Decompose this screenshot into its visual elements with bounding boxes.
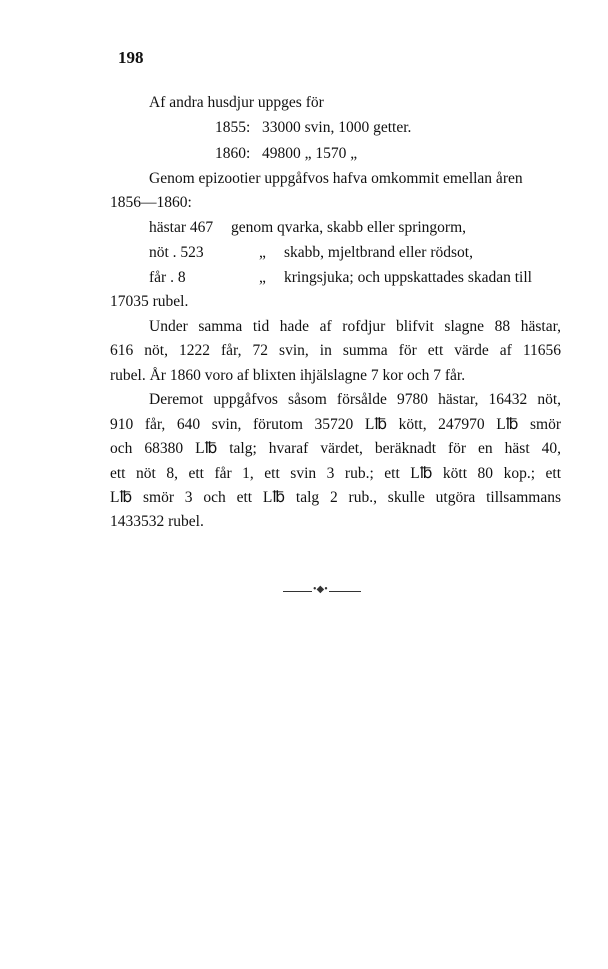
text-line: 1856—1860: bbox=[110, 194, 192, 211]
text-line: får . 8 bbox=[149, 269, 186, 286]
text-line: 1855: bbox=[215, 119, 251, 136]
text-line: 17035 rubel. bbox=[110, 293, 189, 310]
text-line: skabb, mjeltbrand eller rödsot, bbox=[284, 244, 473, 261]
page-number: 198 bbox=[118, 48, 144, 67]
text-line: Genom epizootier uppgåfvos hafva omkommit emellan åren bbox=[149, 170, 523, 187]
text-line: ett nöt 8, ett får 1, ett svin 3 rub.; ett L℔ kött 80 kop.; ett bbox=[110, 465, 561, 482]
text-line: 1433532 rubel. bbox=[110, 513, 204, 530]
text-line: L℔ smör 3 och ett L℔ talg 2 rub., skulle utgöra tillsammans bbox=[110, 489, 561, 506]
text-line: Af andra husdjur uppges för bbox=[149, 94, 324, 111]
text-line: och 68380 L℔ talg; hvaraf värdet, beräknadt för en häst 40, bbox=[110, 440, 561, 457]
text-line: genom qvarka, skabb eller springorm, bbox=[231, 219, 467, 236]
ditto-mark: „ bbox=[259, 244, 266, 261]
divider-ornament: •◆• bbox=[313, 584, 328, 595]
text-line: Deremot uppgåfvos såsom försålde 9780 hästar, 16432 nöt, bbox=[149, 391, 561, 408]
text-line: kringsjuka; och uppskattades skadan till bbox=[284, 269, 532, 286]
text-line: 1860: bbox=[215, 145, 251, 162]
text-line: 616 nöt, 1222 får, 72 svin, in summa för ett värde af 11656 bbox=[110, 342, 561, 359]
text-line: hästar 467 bbox=[149, 219, 214, 236]
ditto-mark: „ bbox=[259, 269, 266, 286]
text-line: Under samma tid hade af rofdjur blifvit slagne 88 hästar, bbox=[149, 318, 561, 335]
text-line: nöt . 523 bbox=[149, 244, 204, 261]
text-line: rubel. År 1860 voro af blixten ihjälslagne 7 kor och 7 får. bbox=[110, 367, 466, 384]
text-line: 33000 svin, 1000 getter. bbox=[262, 119, 412, 136]
text-line: 910 får, 640 svin, förutom 35720 L℔ kött, 247970 L℔ smör bbox=[110, 416, 561, 433]
text-line: 49800 „ 1570 „ bbox=[262, 145, 358, 162]
